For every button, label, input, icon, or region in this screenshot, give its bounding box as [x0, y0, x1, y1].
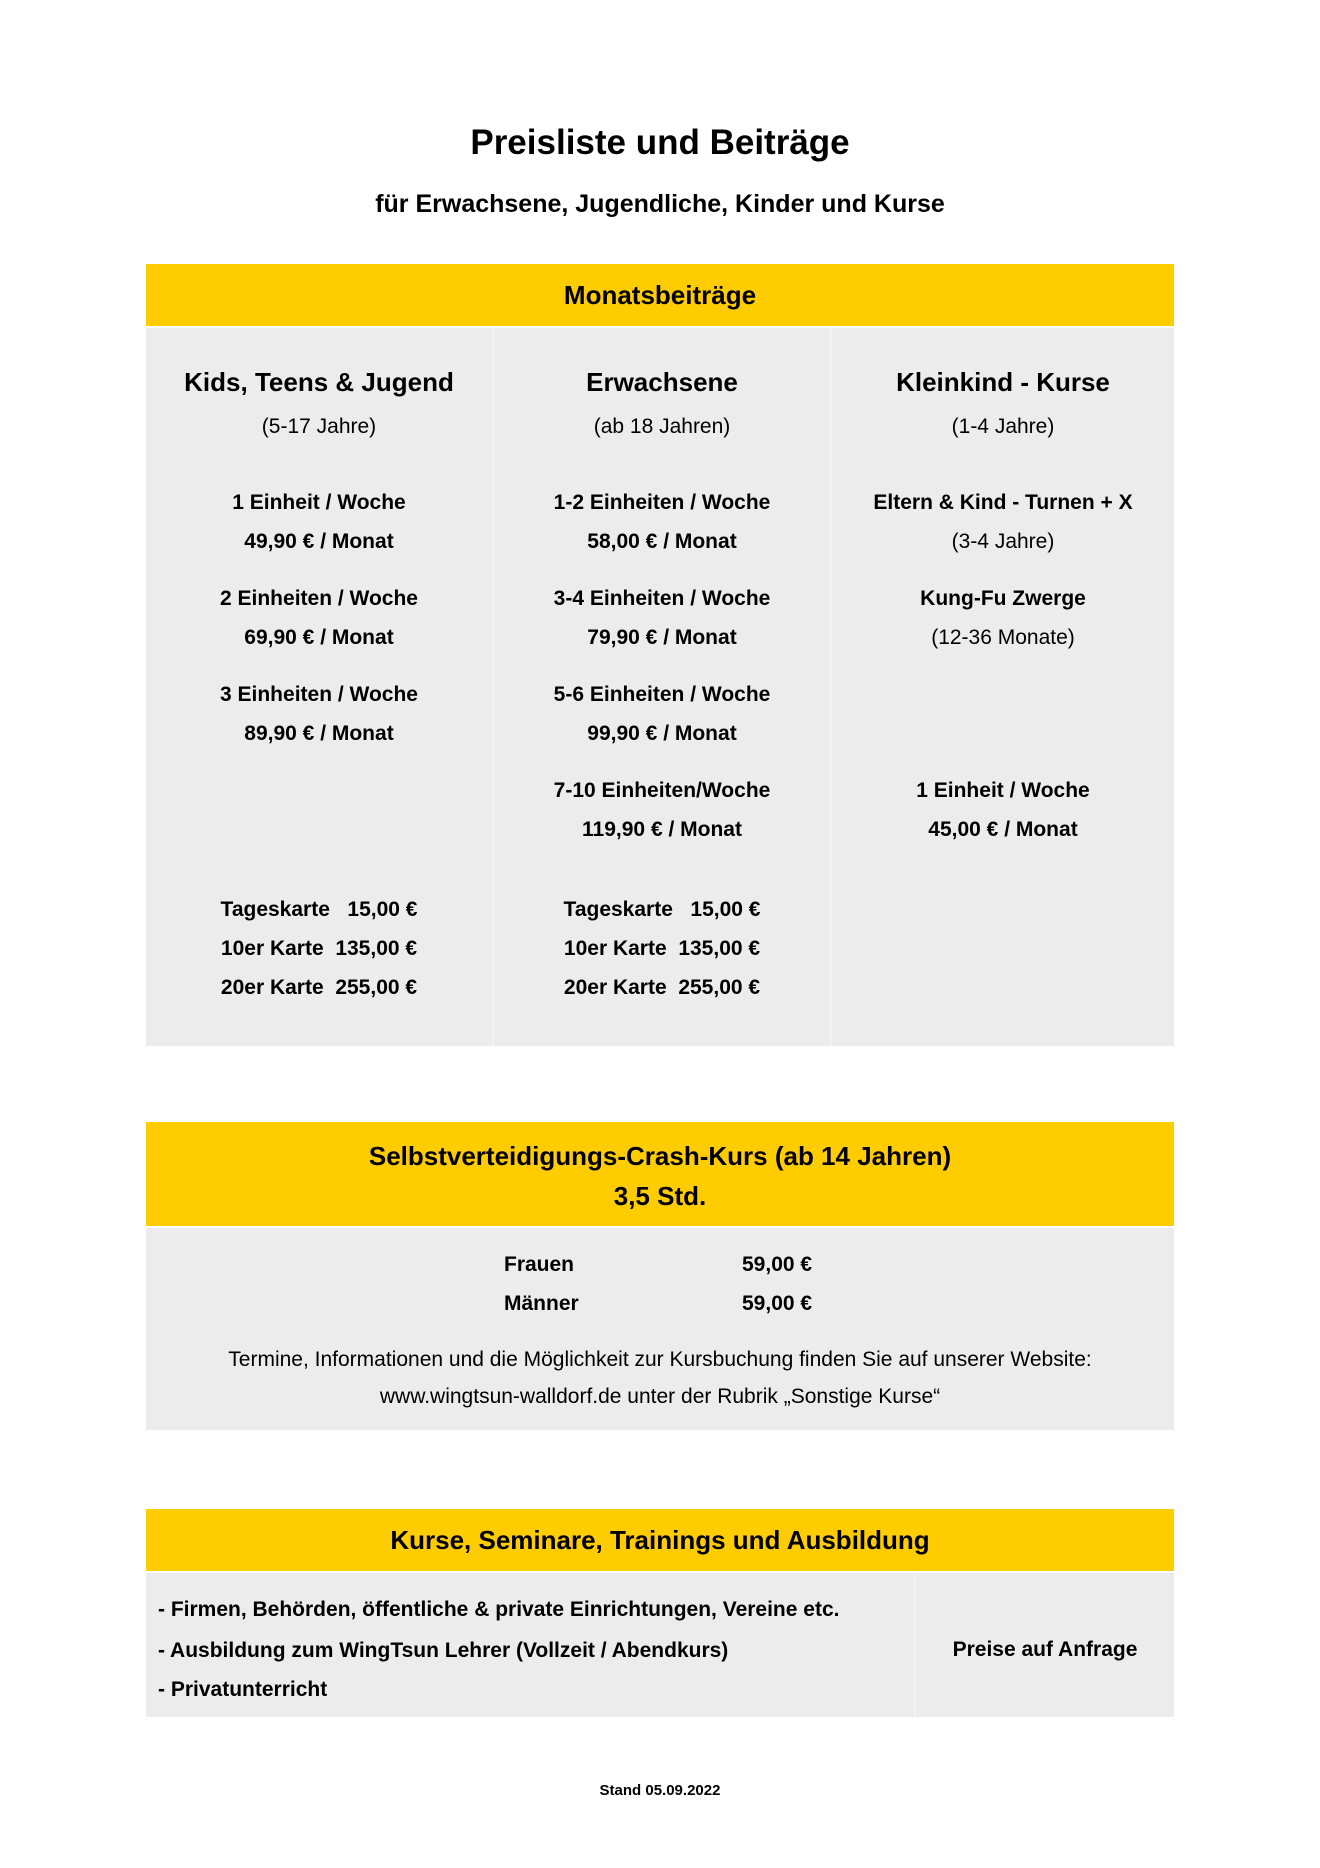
- units-label: 5-6 Einheiten / Woche: [553, 683, 771, 706]
- price-label: Männer: [504, 1292, 579, 1315]
- price-label: 58,00 € / Monat: [587, 530, 737, 553]
- course-age: (3-4 Jahre): [951, 530, 1055, 553]
- price-label: 89,90 € / Monat: [244, 722, 394, 745]
- list-item: - Firmen, Behörden, öffentliche & private Einrichtungen, Vereine etc.: [158, 1598, 840, 1621]
- courses-box: [146, 1573, 1174, 1717]
- price-value: 59,00 €: [742, 1253, 813, 1276]
- column-heading: Kids, Teens & Jugend: [184, 367, 454, 397]
- website-info: www.wingtsun-walldorf.de unter der Rubrik „Sonstige Kurse“: [379, 1385, 941, 1408]
- units-label: 2 Einheiten / Woche: [220, 587, 418, 610]
- crash-course-title: Selbstverteidigungs-Crash-Kurs (ab 14 Jahren): [368, 1141, 952, 1171]
- column-kids: [146, 328, 492, 1046]
- courses-list: [146, 1573, 914, 1717]
- column-heading: Kleinkind - Kurse: [896, 367, 1110, 397]
- card-price: Tageskarte 15,00 €: [220, 898, 418, 921]
- price-label: 119,90 € / Monat: [582, 818, 742, 841]
- card-price: 10er Karte 135,00 €: [563, 937, 761, 960]
- card-price: 20er Karte 255,00 €: [220, 976, 418, 999]
- price-label: 45,00 € / Monat: [928, 818, 1078, 841]
- price-value: 59,00 €: [742, 1292, 813, 1315]
- crash-course-duration: 3,5 Std.: [613, 1181, 707, 1211]
- list-item: - Ausbildung zum WingTsun Lehrer (Vollzeit / Abendkurs): [158, 1639, 729, 1662]
- page-subtitle: für Erwachsene, Jugendliche, Kinder und Kurse: [375, 190, 945, 218]
- column-adults: [494, 328, 830, 1046]
- card-price: Tageskarte 15,00 €: [563, 898, 761, 921]
- units-label: 3 Einheiten / Woche: [220, 683, 418, 706]
- footer-date: Stand 05.09.2022: [599, 1782, 721, 1799]
- units-label: 1 Einheit / Woche: [916, 779, 1090, 802]
- courses-header: Kurse, Seminare, Trainings und Ausbildung: [146, 1509, 1174, 1571]
- course-age: (12-36 Monate): [931, 626, 1075, 649]
- course-name: Kung-Fu Zwerge: [920, 587, 1086, 610]
- units-label: 3-4 Einheiten / Woche: [553, 587, 771, 610]
- units-label: 1 Einheit / Woche: [232, 491, 406, 514]
- column-age: (1-4 Jahre): [951, 415, 1055, 438]
- courses-price-cell: [916, 1573, 1174, 1717]
- card-price: 20er Karte 255,00 €: [563, 976, 761, 999]
- price-on-request: Preise auf Anfrage: [952, 1638, 1138, 1661]
- card-price: 10er Karte 135,00 €: [220, 937, 418, 960]
- units-label: 7-10 Einheiten/Woche: [553, 779, 771, 802]
- list-item: - Privatunterricht: [158, 1678, 328, 1701]
- column-toddlers: [832, 328, 1174, 1046]
- column-age: (5-17 Jahre): [261, 415, 377, 438]
- page-title: Preisliste und Beiträge: [470, 123, 850, 162]
- price-label: 79,90 € / Monat: [587, 626, 737, 649]
- units-label: 1-2 Einheiten / Woche: [553, 491, 771, 514]
- crash-course-box: [146, 1228, 1174, 1430]
- monthly-table: [146, 328, 1174, 1046]
- price-label: 49,90 € / Monat: [244, 530, 394, 553]
- info-text: Termine, Informationen und die Möglichkeit zur Kursbuchung finden Sie auf unserer Website:: [228, 1348, 1092, 1371]
- price-label: 69,90 € / Monat: [244, 626, 394, 649]
- price-label: 99,90 € / Monat: [587, 722, 737, 745]
- course-name: Eltern & Kind - Turnen + X: [873, 491, 1133, 514]
- column-heading: Erwachsene: [586, 367, 738, 397]
- column-age: (ab 18 Jahren): [593, 415, 731, 438]
- price-label: Frauen: [504, 1253, 575, 1276]
- monthly-header: Monatsbeiträge: [146, 264, 1174, 326]
- crash-course-header: [146, 1122, 1174, 1226]
